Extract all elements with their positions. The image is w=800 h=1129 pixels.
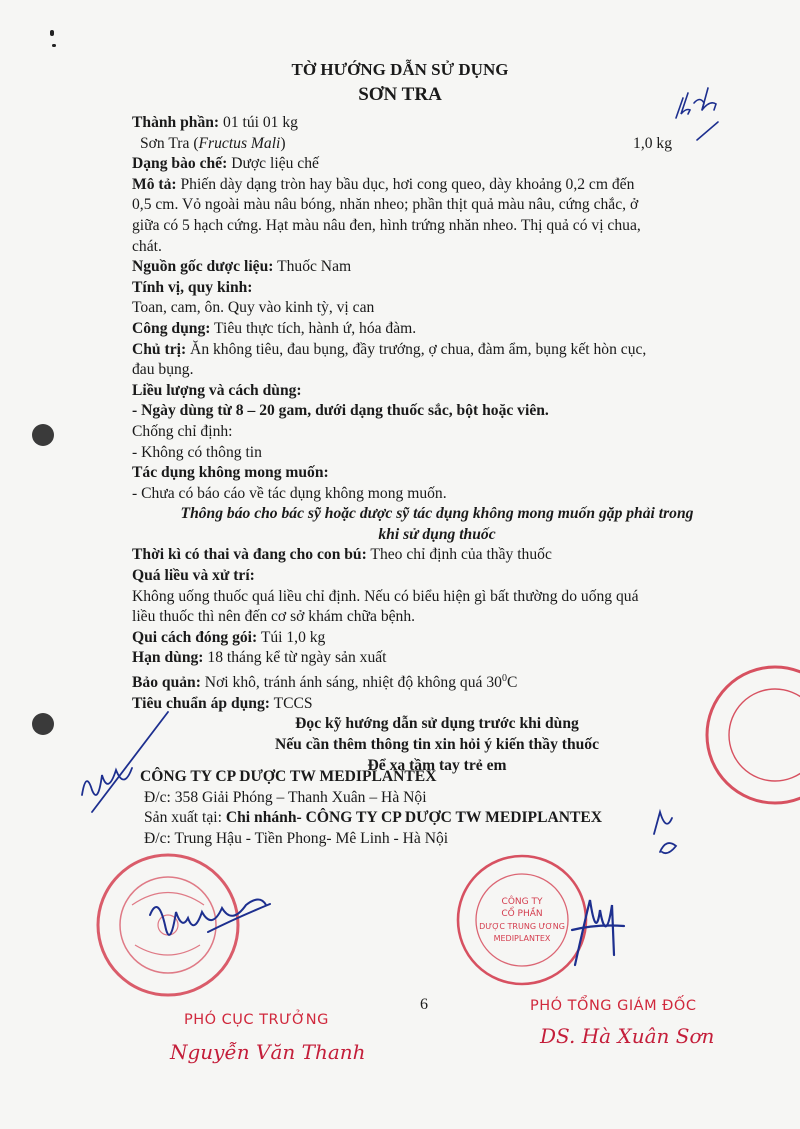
- factory-address: Đ/c: Trung Hậu - Tiền Phong- Mê Linh - Hà Nội: [144, 829, 449, 847]
- side-effect-line: - Chưa có báo cáo về tác dụng không mong muốn.: [132, 484, 447, 502]
- right-signer-name: DS. Hà Xuân Sơn: [540, 1024, 715, 1048]
- margin-initials: [654, 812, 676, 853]
- overdose-line: liều thuốc thì nên đến cơ sở khám chữa bệnh.: [132, 608, 416, 626]
- stamp-text: MEDIPLANTEX: [493, 934, 551, 943]
- company-address: Đ/c: 358 Giải Phóng – Thanh Xuân – Hà Nội: [144, 788, 427, 806]
- notice-line: Thông báo cho bác sỹ hoặc dược sỹ tác dụng không mong muốn gặp phải trong: [180, 505, 694, 523]
- overdose-line: Không uống thuốc quá liều chỉ định. Nếu có biểu hiện gì bất thường do uống quá: [132, 587, 639, 605]
- uses-line: Công dụng: Tiêu thực tích, hành ứ, hóa đàm.: [132, 319, 417, 337]
- page-number: 6: [420, 996, 428, 1013]
- description-line: 0,5 cm. Vỏ ngoài màu nâu bóng, nhăn nheo; phần thịt quả màu nâu, cứng chắc, ở: [132, 196, 639, 214]
- expiry-line: Hạn dùng: 18 tháng kể từ ngày sản xuất: [132, 649, 387, 667]
- packaging-line: Qui cách đóng gói: Túi 1,0 kg: [132, 628, 326, 646]
- dosage-form-line: Dạng bào chế: Dược liệu chế: [132, 155, 319, 173]
- section-heading: Chống chỉ định:: [132, 422, 233, 440]
- product-name: SƠN TRA: [358, 84, 442, 105]
- storage-line: Bảo quản: Nơi khô, tránh ánh sáng, nhiệt độ không quá $30^0C$: [132, 673, 518, 692]
- description-line: Mô tả: Phiến dày dạng tròn hay bầu dục, hơi cong queo, dày khoảng 0,2 cm đến: [132, 175, 635, 193]
- left-signer-title: PHÓ CỤC TRƯỞNG: [184, 1012, 329, 1028]
- document-title: TỜ HƯỚNG DẪN SỬ DỤNG: [291, 60, 509, 79]
- section-heading: Quá liều và xử trí:: [132, 567, 255, 585]
- warning-line: Nếu cần thêm thông tin xin hỏi ý kiến thầy thuốc: [274, 736, 600, 753]
- description-line: giữa có 5 hạch cứng. Hạt màu nâu đen, hình trứng nhăn nheo. Thị quả có vị chua,: [132, 216, 641, 234]
- composition-line: Thành phần: 01 túi 01 kg: [132, 114, 298, 131]
- left-signer-name: Nguyễn Văn Thanh: [170, 1040, 366, 1064]
- stamp-text: DƯỢC TRUNG ƯƠNG: [479, 922, 565, 931]
- origin-line: Nguồn gốc dược liệu: Thuốc Nam: [132, 258, 352, 276]
- company-stamp: [458, 856, 586, 984]
- warning-line: Đọc kỹ hướng dẫn sử dụng trước khi dùng: [295, 715, 579, 733]
- stamp-text: CỔ PHẦN: [501, 909, 543, 919]
- section-heading: Liều lượng và cách dùng:: [132, 381, 302, 399]
- pregnancy-line: Thời kì có thai và đang cho con bú: Theo chỉ định của thầy thuốc: [132, 546, 552, 564]
- stamp-text: CÔNG TY: [501, 897, 543, 907]
- standard-line: Tiêu chuẩn áp dụng: TCCS: [132, 694, 313, 712]
- left-official-stamp: [98, 855, 238, 995]
- description-line: chát.: [132, 237, 162, 255]
- production-site: Sản xuất tại: Chi nhánh- CÔNG TY CP DƯỢC TW MEDIPLANTEX: [144, 809, 603, 827]
- right-signer-title: PHÓ TỔNG GIÁM ĐỐC: [530, 998, 697, 1014]
- contraindication-line: - Không có thông tin: [132, 443, 262, 461]
- left-signature: [150, 900, 270, 935]
- warning-line: Để xa tầm tay trẻ em: [367, 756, 507, 774]
- right-edge-stamp: [707, 667, 800, 803]
- dosage-line: - Ngày dùng từ 8 – 20 gam, dưới dạng thuốc sắc, bột hoặc viên.: [132, 402, 549, 420]
- indications-line: Chủ trị: Ăn không tiêu, đau bụng, đầy trướng, ợ chua, đàm ẩm, bụng kết hòn cục,: [132, 340, 647, 358]
- handwritten-initials: [676, 88, 718, 140]
- right-signature: [572, 900, 624, 965]
- indications-line: đau bụng.: [132, 361, 194, 379]
- section-heading: Tác dụng không mong muốn:: [132, 464, 329, 482]
- margin-signature: [82, 712, 168, 812]
- company-name: CÔNG TY CP DƯỢC TW MEDIPLANTEX: [140, 768, 437, 785]
- ingredient-quantity: 1,0 kg: [633, 134, 672, 152]
- notice-line: khi sử dụng thuốc: [378, 525, 496, 543]
- section-heading: Tính vị, quy kinh:: [132, 278, 253, 296]
- nature-line: Toan, cam, ôn. Quy vào kinh tỳ, vị can: [132, 299, 375, 317]
- ingredient-line: Sơn Tra (Fructus Mali) 1,0 kg: [132, 134, 742, 155]
